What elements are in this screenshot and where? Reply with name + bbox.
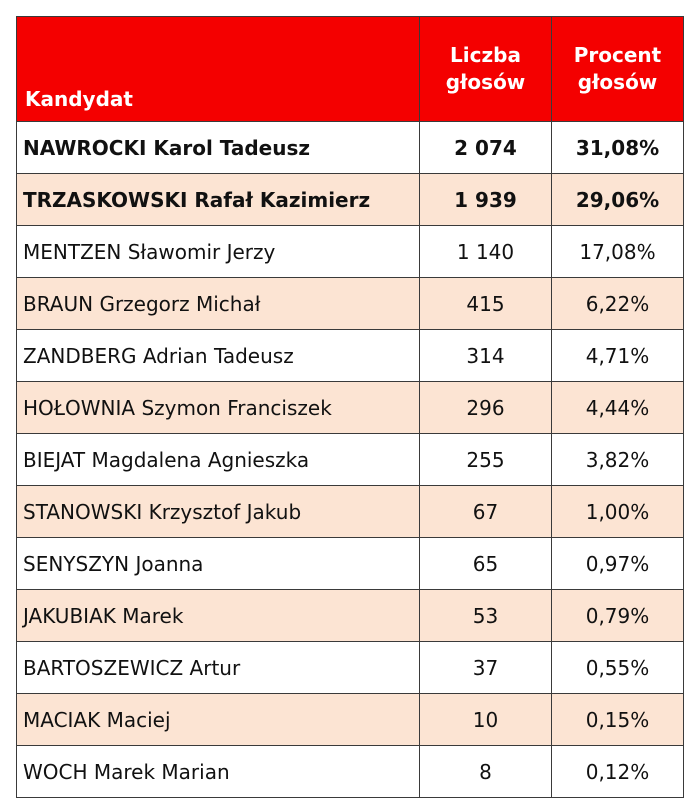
- table-row: [17, 694, 684, 746]
- table-row: [17, 122, 684, 174]
- table-row: [17, 226, 684, 278]
- vote-percent: 0,15%: [552, 694, 684, 746]
- table-row: [17, 382, 684, 434]
- vote-percent: 3,82%: [552, 434, 684, 486]
- vote-count: 415: [420, 278, 552, 330]
- vote-percent: 0,79%: [552, 590, 684, 642]
- vote-count: 8: [420, 746, 552, 798]
- vote-count: 1 939: [420, 174, 552, 226]
- vote-count: 296: [420, 382, 552, 434]
- table-row: [17, 486, 684, 538]
- header-percent: Procent głosów: [552, 17, 684, 122]
- vote-count: 37: [420, 642, 552, 694]
- candidate-name: BRAUN Grzegorz Michał: [17, 278, 420, 330]
- table-row: [17, 174, 684, 226]
- candidate-name: STANOWSKI Krzysztof Jakub: [17, 486, 420, 538]
- table-row: [17, 434, 684, 486]
- header-votes: Liczba głosów: [420, 17, 552, 122]
- table-row: [17, 330, 684, 382]
- vote-percent: 31,08%: [552, 122, 684, 174]
- table-row: [17, 278, 684, 330]
- candidate-name: WOCH Marek Marian: [17, 746, 420, 798]
- table-row: [17, 590, 684, 642]
- vote-percent: 0,97%: [552, 538, 684, 590]
- candidate-name: JAKUBIAK Marek: [17, 590, 420, 642]
- candidate-name: SENYSZYN Joanna: [17, 538, 420, 590]
- candidate-name: MENTZEN Sławomir Jerzy: [17, 226, 420, 278]
- vote-count: 67: [420, 486, 552, 538]
- header-candidate: Kandydat: [17, 17, 420, 122]
- vote-count: 65: [420, 538, 552, 590]
- vote-percent: 29,06%: [552, 174, 684, 226]
- vote-count: 2 074: [420, 122, 552, 174]
- vote-percent: 6,22%: [552, 278, 684, 330]
- results-table: [16, 16, 684, 798]
- vote-count: 10: [420, 694, 552, 746]
- vote-count: 314: [420, 330, 552, 382]
- table-row: [17, 538, 684, 590]
- vote-percent: 1,00%: [552, 486, 684, 538]
- vote-count: 1 140: [420, 226, 552, 278]
- candidate-name: BARTOSZEWICZ Artur: [17, 642, 420, 694]
- vote-percent: 17,08%: [552, 226, 684, 278]
- table-header-row: [17, 17, 684, 122]
- vote-percent: 4,71%: [552, 330, 684, 382]
- candidate-name: ZANDBERG Adrian Tadeusz: [17, 330, 420, 382]
- vote-count: 53: [420, 590, 552, 642]
- candidate-name: MACIAK Maciej: [17, 694, 420, 746]
- table-row: [17, 642, 684, 694]
- vote-percent: 4,44%: [552, 382, 684, 434]
- results-table-container: [16, 16, 683, 798]
- candidate-name: NAWROCKI Karol Tadeusz: [17, 122, 420, 174]
- candidate-name: HOŁOWNIA Szymon Franciszek: [17, 382, 420, 434]
- vote-count: 255: [420, 434, 552, 486]
- vote-percent: 0,55%: [552, 642, 684, 694]
- candidate-name: TRZASKOWSKI Rafał Kazimierz: [17, 174, 420, 226]
- table-row: [17, 746, 684, 798]
- vote-percent: 0,12%: [552, 746, 684, 798]
- candidate-name: BIEJAT Magdalena Agnieszka: [17, 434, 420, 486]
